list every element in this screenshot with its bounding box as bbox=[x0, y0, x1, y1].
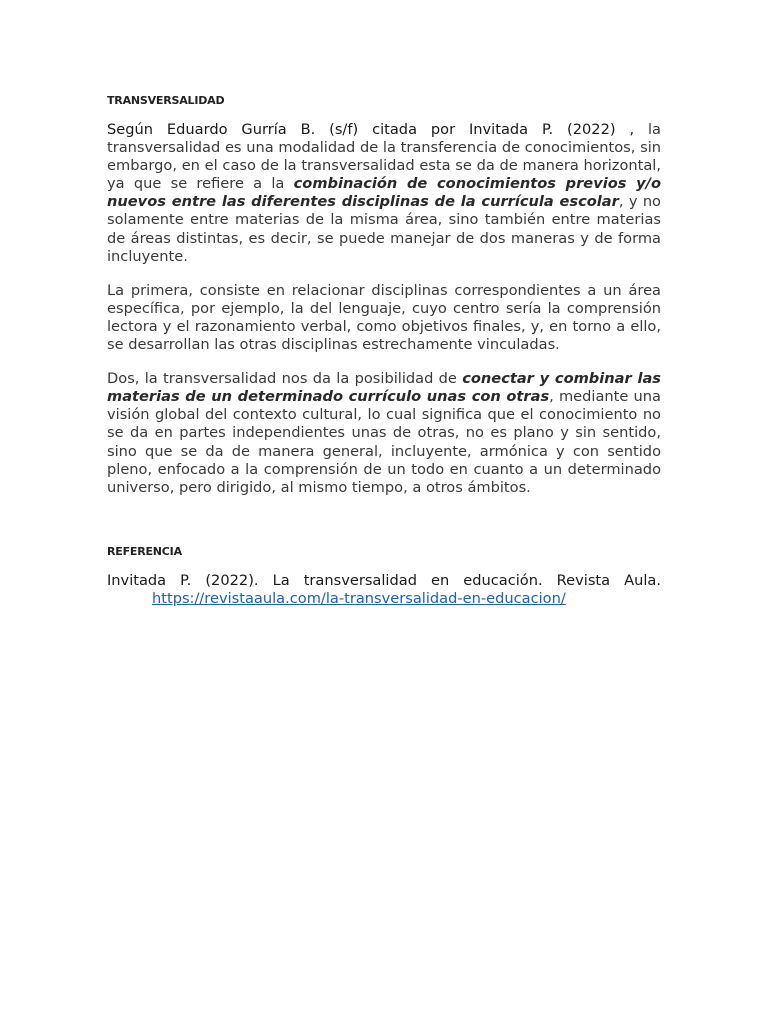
paragraph-3-text-a: Dos, la transversalidad nos da la posibilidad de bbox=[107, 370, 463, 388]
reference-link[interactable]: https://revistaaula.com/la-transversalidad-en-educacion/ bbox=[152, 589, 566, 607]
paragraph-3 bbox=[107, 370, 661, 497]
document-title: TRANSVERSALIDAD bbox=[107, 94, 225, 107]
paragraph-1-text-a: la transversalidad es una modalidad de la transferencia de conocimientos, sin embargo, en el caso de la transversalidad esta se da de manera horizontal, ya que se refiere a la bbox=[107, 121, 661, 193]
paragraph-3-emphasis: conectar y combinar las materias de un determinado currículo unas con otras bbox=[107, 370, 661, 406]
reference-link-line bbox=[107, 590, 661, 608]
paragraph-1-text-b: , y no solamente entre materias de la misma área, sino también entre materias de áreas distintas, es decir, se puede manejar de dos maneras y de forma incluyente. bbox=[107, 193, 661, 265]
paragraph-1 bbox=[107, 121, 661, 266]
paragraph-2: La primera, consiste en relacionar disciplinas correspondientes a un área específica, por ejemplo, la del lenguaje, cuyo centro sería la comprensión lectora y el razonamiento verbal, como objetivos finales, y, en torno a ello, se desarrollan las otras disciplinas estrechamente vinculadas. bbox=[107, 281, 661, 354]
document-page bbox=[107, 94, 661, 608]
paragraph-1-lead: Según Eduardo Gurría B. (s/f) citada por Invitada P. (2022) , bbox=[107, 121, 635, 138]
paragraph-1-emphasis: combinación de conocimientos previos y/o nuevos entre las diferentes disciplinas de la currícula escolar bbox=[107, 175, 661, 211]
paragraph-3-text-b: , mediante una visión global del contexto cultural, lo cual significa que el conocimiento no se da en partes independientes unas de otras, no es plano y sin sentido, sino que se da de manera general, incluyente, armónica y con sentido pleno, enfocado a la comprensión de un todo en cuanto a un determinado universo, pero dirigido, al mismo tiempo, a otros ámbitos. bbox=[107, 388, 661, 496]
reference-citation: Invitada P. (2022). La transversalidad en educación. Revista Aula. bbox=[107, 571, 661, 589]
reference-heading: REFERENCIA bbox=[107, 544, 182, 558]
